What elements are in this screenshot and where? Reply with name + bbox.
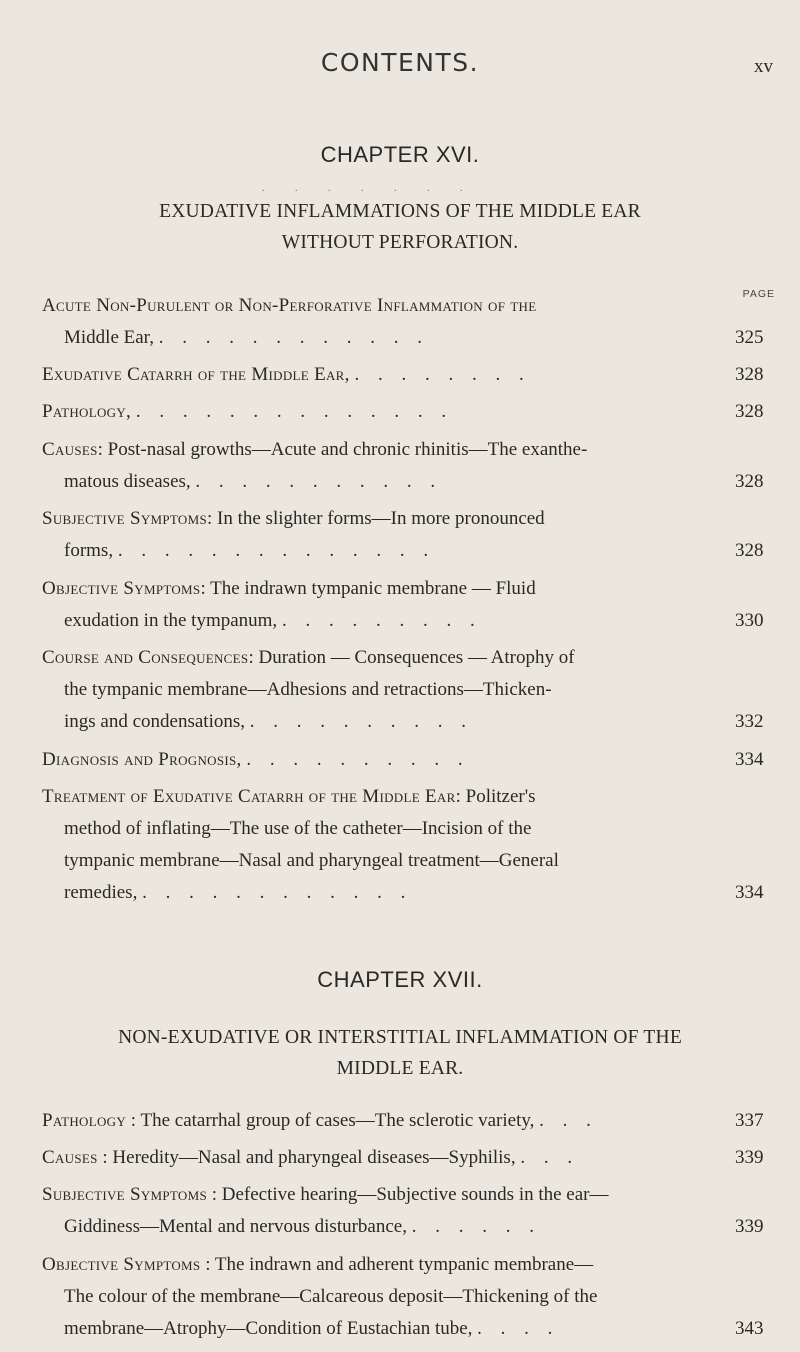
entry-text: : Politzer's [455,786,536,807]
leader-dots: . . . [539,1110,598,1131]
entry-text: The colour of the membrane—Calcareous deposit—Thickening of the [64,1286,598,1307]
chapter-17-title: CHAPTER XVII. [317,967,483,992]
entry-page: 332 [735,711,764,732]
toc-entry [42,781,732,909]
entry-heading: Causes [42,439,98,460]
entry-heading: Exudative Catarrh of the Middle Ear, [42,364,350,385]
entry-text: tympanic membrane—Nasal and pharyngeal treatment—General [64,850,559,871]
toc-entry [42,1142,732,1174]
toc-entry [42,396,732,428]
leader-dots: . . . . . . . . . . . [195,471,443,492]
chapter-16-subtitle-2: WITHOUT PERFORATION. [281,232,519,253]
leader-dots: . . . . . . . . . . [246,749,470,770]
entry-text: : In the slighter forms—In more pronounced [206,508,545,529]
entry-text: forms, [64,540,114,561]
entry-text: membrane—Atrophy—Condition of Eustachian tube, [64,1318,473,1339]
leader-dots: . . . . . . . . . . . . [142,882,413,903]
entry-page: 343 [735,1318,764,1339]
page-folio: xv [754,56,773,77]
entry-text: exudation in the tympanum, [64,610,278,631]
toc-entry [42,1105,732,1137]
chapter-16-title: CHAPTER XVI. [320,142,480,167]
toc-entry [42,290,732,354]
entry-text: : The indrawn and adherent tympanic membrane— [200,1254,594,1275]
toc-entry [42,573,732,637]
ornament-rule: . . . . . . . [262,183,477,194]
entry-text: remedies, [64,882,138,903]
entry-text: method of inflating—The use of the catheter—Incision of the [64,818,532,839]
running-head: CONTENTS. [320,48,480,77]
entry-text: Middle Ear, [64,327,154,348]
page-header [0,48,800,88]
toc-entry [42,1249,732,1345]
entry-heading: Course and Consequences [42,647,249,668]
entry-text: ings and condensations, [64,711,246,732]
toc-entry [42,1179,732,1243]
entry-page: 328 [735,401,764,422]
leader-dots: . . . . . . . . . . . . . . [135,401,454,422]
entry-page: 325 [735,327,764,348]
entry-page: 328 [735,364,764,385]
leader-dots: . . . [520,1147,580,1168]
entry-text: : Defective hearing—Subjective sounds in the ear— [206,1184,609,1205]
leader-dots: . . . . . . . . [354,364,531,385]
leader-dots: . . . . . . [411,1216,541,1237]
entry-heading: Causes [42,1147,98,1168]
entry-heading: Pathology, [42,401,132,422]
entry-heading: Objective Symptoms [42,578,201,599]
chapter-16-subtitle-1: EXUDATIVE INFLAMMATIONS OF THE MIDDLE EAR [159,201,641,222]
entry-page: 339 [735,1147,764,1168]
entry-page: 334 [735,882,764,903]
entry-page: 339 [735,1216,764,1237]
entry-text: : Post-nasal growths—Acute and chronic rhinitis—The exanthe- [97,439,588,460]
toc-entry [42,642,732,738]
entry-heading: Objective Symptoms [42,1254,201,1275]
entry-heading: Acute Non-Purulent or Non-Perforative Inflammation of the [42,295,537,316]
entry-page: 330 [735,610,764,631]
entry-heading: Subjective Symptoms [42,1184,207,1205]
toc-entry [42,434,732,498]
leader-dots: . . . . [477,1318,560,1339]
entry-page: 328 [735,540,764,561]
entry-text: the tympanic membrane—Adhesions and retractions—Thicken- [64,679,552,700]
entry-heading: Diagnosis and Prognosis, [42,749,242,770]
chapter-17-subtitle-1: NON-EXUDATIVE OR INTERSTITIAL INFLAMMATION OF THE [118,1027,682,1048]
chapter-17-subtitle-2: MIDDLE EAR. [336,1058,464,1079]
entry-text: matous diseases, [64,471,191,492]
entry-text: : Heredity—Nasal and pharyngeal diseases—Syphilis, [97,1147,516,1168]
leader-dots: . . . . . . . . . . [249,711,474,732]
entry-text: : The catarrhal group of cases—The sclerotic variety, [126,1110,535,1131]
entry-page: 334 [735,749,764,770]
leader-dots: . . . . . . . . . . . . [158,327,429,348]
entry-text: : The indrawn tympanic membrane — Fluid [200,578,536,599]
entry-text: : Duration — Consequences — Atrophy of [248,647,575,668]
entry-heading: Treatment of Exudative Catarrh of the Middle Ear [42,786,456,807]
toc-entry [42,359,732,391]
entry-heading: Pathology [42,1110,127,1131]
entry-heading: Subjective Symptoms [42,508,207,529]
entry-page: 337 [735,1110,764,1131]
toc-entry [42,503,732,567]
leader-dots: . . . . . . . . . . . . . . [117,540,436,561]
toc-entry [42,744,732,776]
entry-text: Giddiness—Mental and nervous disturbance, [64,1216,407,1237]
entry-page: 328 [735,471,764,492]
page-column-label: PAGE [742,288,775,300]
leader-dots: . . . . . . . . . [281,610,482,631]
